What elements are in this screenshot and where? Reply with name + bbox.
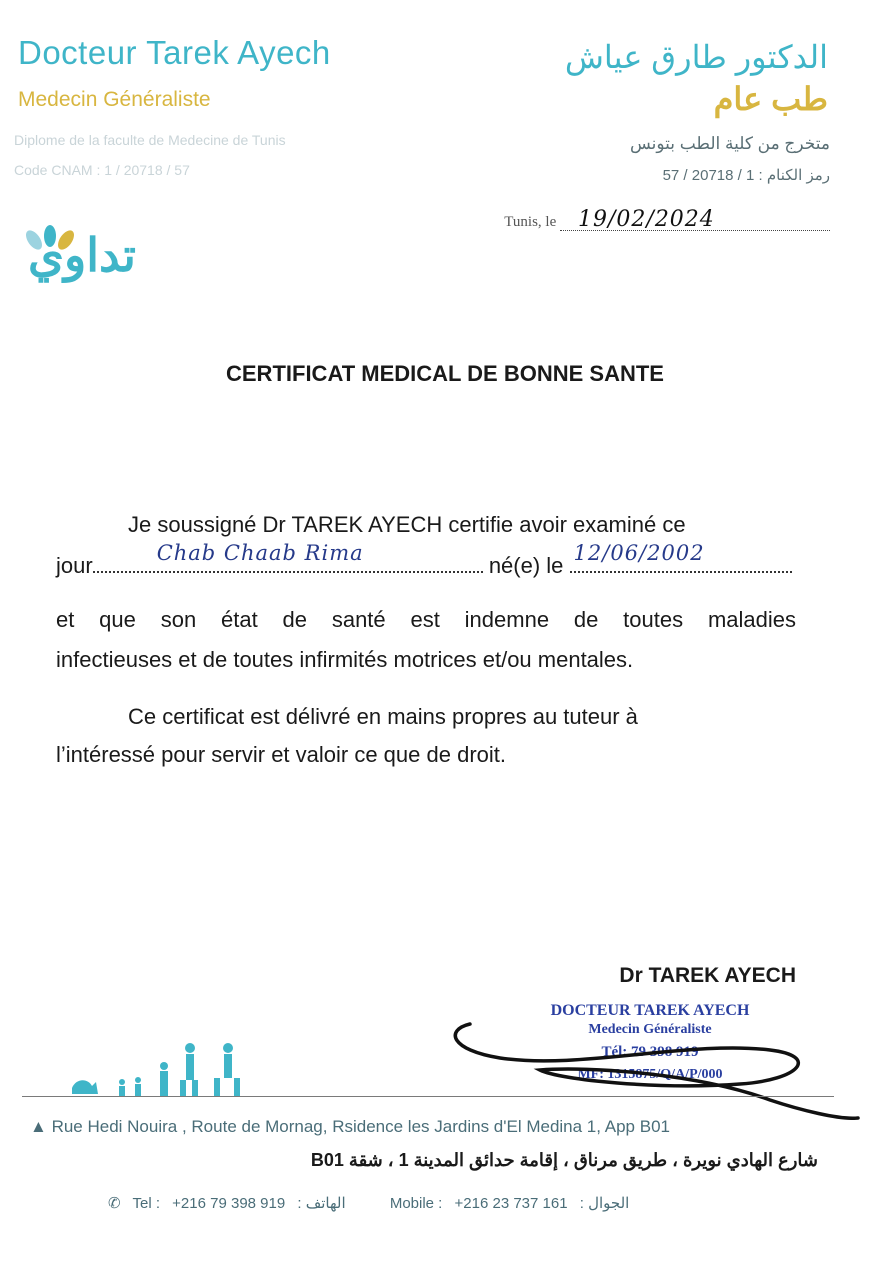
body-line-5: Ce certificat est délivré en mains propres au tuteur à	[128, 704, 638, 729]
address-fr-text: Rue Hedi Nouira , Route de Mornag, Rsidence les Jardins d'El Medina 1, App B01	[51, 1117, 670, 1136]
tel-value: +216 79 398 919	[172, 1195, 286, 1212]
specialty-fr: Medecin Généraliste	[18, 88, 211, 111]
doctor-name-fr: Docteur Tarek Ayech	[18, 34, 331, 71]
mobile-label-ar: : الجوال	[579, 1195, 630, 1212]
cnam-code-ar-label: رمز الكنام :	[758, 167, 830, 184]
stamp-tax-id: MF: 1315875/Q/A/P/000	[577, 1067, 723, 1082]
contact-row	[108, 1194, 637, 1212]
birth-date-field	[570, 541, 792, 573]
date-prefix: Tunis, le	[504, 214, 557, 230]
born-label: né(e) le	[488, 553, 564, 578]
tel-label-ar: : الهاتف	[297, 1195, 346, 1212]
cnam-code-ar	[663, 166, 830, 184]
date-row	[504, 207, 830, 232]
body-line-6: l’intéressé pour servir et valoir ce que de droit.	[56, 742, 506, 767]
phone-icon: ✆	[108, 1195, 121, 1212]
patient-name-field	[93, 541, 483, 573]
specialty-ar: طب عام	[713, 81, 828, 117]
tel-label: Tel :	[132, 1195, 160, 1212]
body-line-2	[56, 541, 792, 586]
certificate-title: CERTIFICAT MEDICAL DE BONNE SANTE	[226, 361, 664, 386]
stamp-specialty: Medecin Généraliste	[588, 1022, 712, 1037]
address-fr	[30, 1117, 670, 1137]
cnam-code-ar-value: 1 / 20718 / 57	[662, 167, 755, 184]
tadawi-logo	[20, 222, 220, 292]
location-icon: ▲	[30, 1117, 47, 1136]
cnam-code-fr: Code CNAM : 1 / 20718 / 57	[14, 162, 190, 178]
date-handwritten: 19/02/2024	[578, 207, 715, 232]
address-ar: شارع الهادي نويرة ، طريق مرناق ، إقامة حدائق المدينة 1 ، شقة B01	[310, 1150, 818, 1170]
handwritten-signature	[440, 1010, 860, 1120]
date-field	[560, 207, 830, 232]
body-line-1: Je soussigné Dr TAREK AYECH certifie avoir examiné ce	[128, 512, 686, 537]
diploma-ar: متخرج من كلية الطب بتونس	[629, 134, 830, 153]
footer-divider	[22, 1096, 834, 1097]
patient-name-handwritten: Chab Chaab Rima	[156, 541, 364, 565]
mobile-label: Mobile :	[389, 1195, 443, 1212]
doctor-name-ar: الدكتور طارق عياش	[564, 39, 828, 75]
footer-figures-icon	[66, 1038, 266, 1100]
mobile-value: +216 23 737 161	[454, 1195, 568, 1212]
logo-text: تداوي	[28, 229, 136, 281]
birth-date-handwritten: 12/06/2002	[573, 541, 705, 565]
stamp-phone: Tél: 79 398 919	[601, 1044, 699, 1060]
body-line-4: infectieuses et de toutes infirmités motrices et/ou mentales.	[56, 647, 634, 672]
jour-label: jour	[56, 553, 93, 578]
diploma-fr: Diplome de la faculte de Medecine de Tunis	[14, 132, 286, 148]
body-line-3: et que son état de santé est indemne de toutes maladies	[56, 607, 796, 632]
signatory-name: Dr TAREK AYECH	[619, 964, 796, 987]
stamp-doctor-name: DOCTEUR TAREK AYECH	[550, 1002, 750, 1019]
